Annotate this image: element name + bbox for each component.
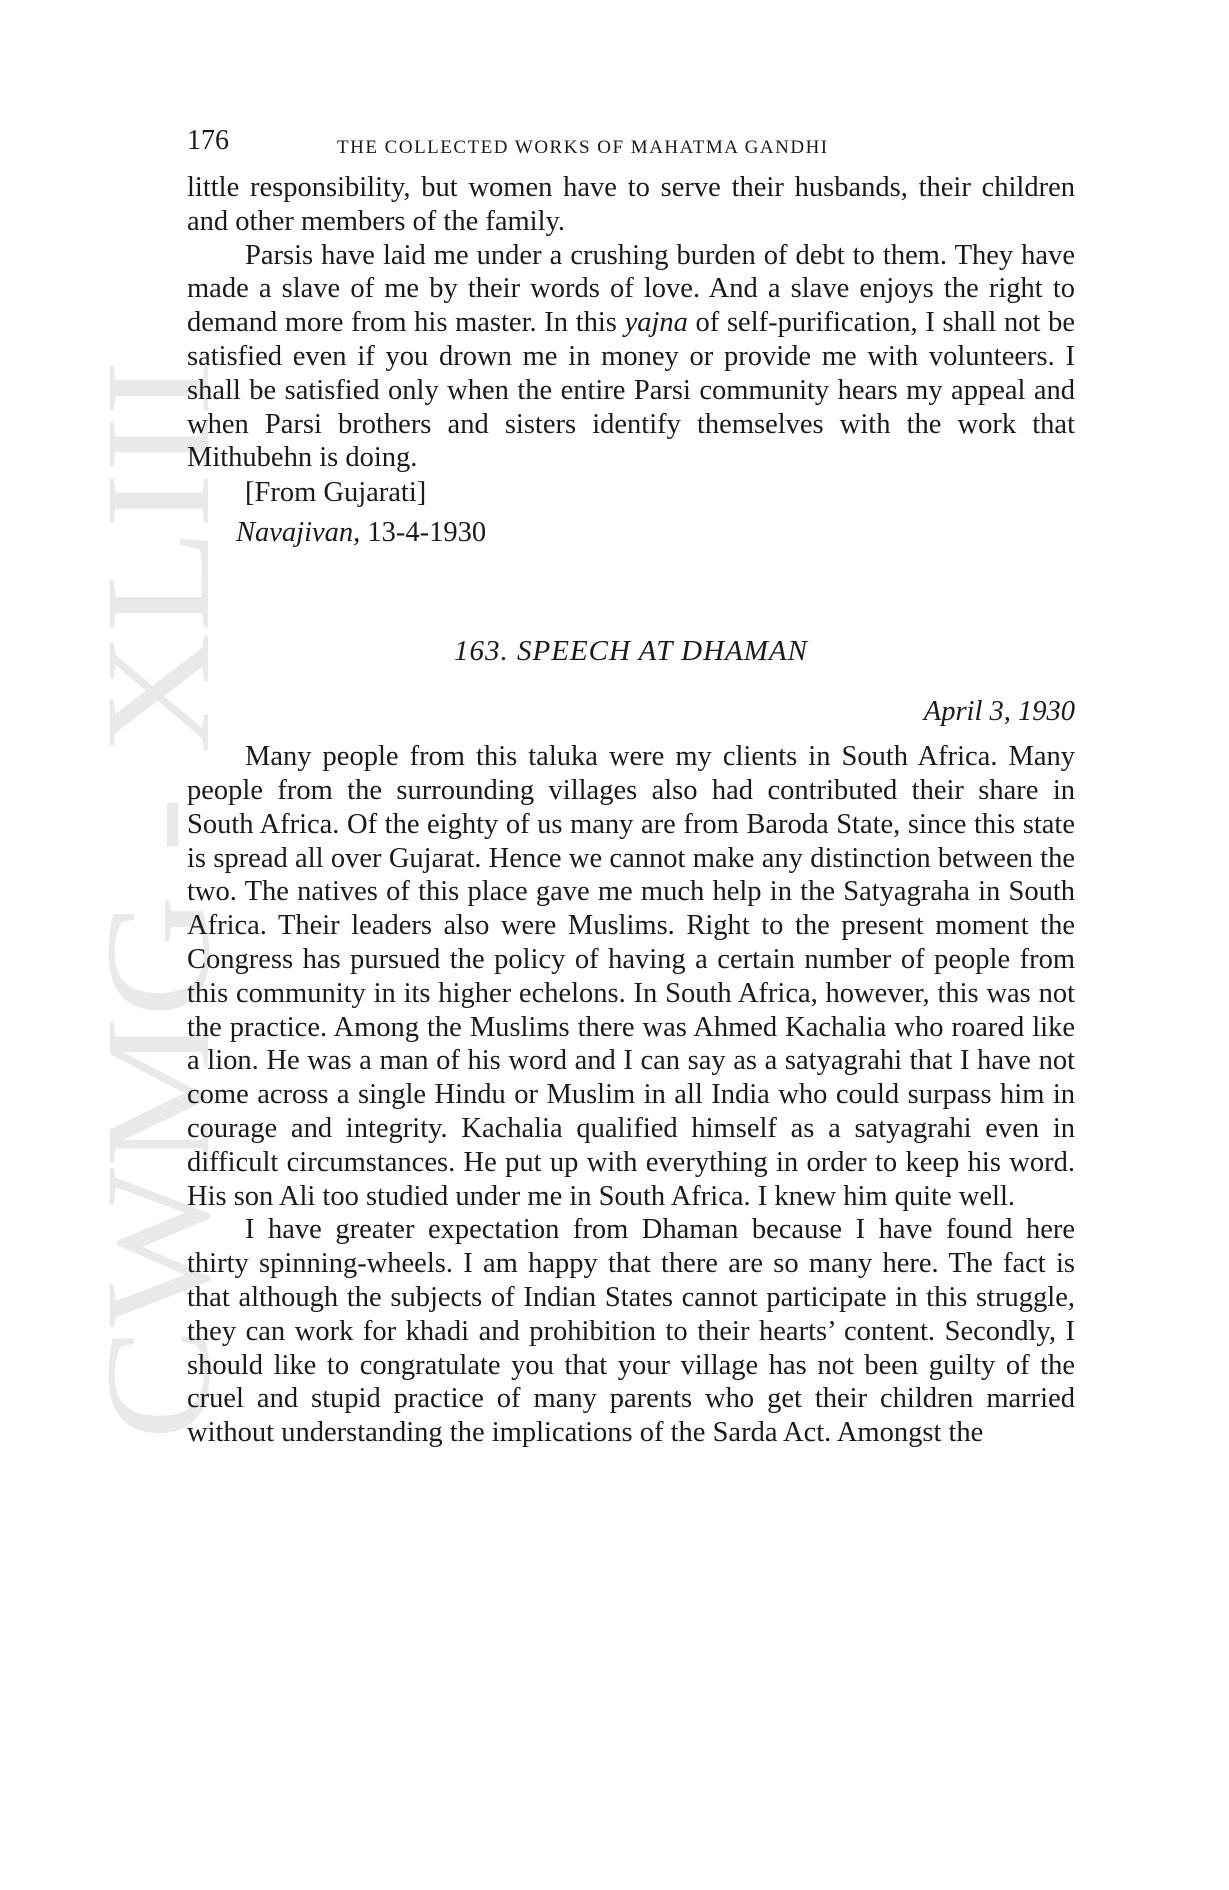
paragraph-parsis <box>187 239 1075 476</box>
citation-journal: Navajivan, <box>236 517 361 549</box>
running-header <box>187 125 1075 171</box>
page-number: 176 <box>187 125 229 156</box>
speech-paragraph-1: Many people from this taluka were my clients in South Africa. Many people from the surrounding villages also had contributed their share in South Africa. Of the eighty of us many are from Baroda State, since this state is spread all over Gujarat. Hence we cannot make any distinction between the two. The natives of this place gave me much help in the Satyagraha in South Africa. Their leaders also were Muslims. Right to the present moment the Congress has pursued the policy of having a certain number of people from this community in its higher echelons. In South Africa, however, this was not the practice. Among the Muslims there was Ahmed Kachalia who roared like a lion. He was a man of his word and I can say as a satyagrahi that I have not come across a single Hindu or Muslim in all India who could surpass him in courage and integrity. Kachalia qualified himself as a satyagrahi even in difficult circumstances. He put up with everything in order to keep his word. His son Ali too studied under me in South Africa. I knew him quite well. <box>187 741 1075 1212</box>
paragraph-parsis-text: Parsis have laid me under a crushing burden of debt to them. They have made a slave of me by their words of love. And a slave enjoys the right to demand more from his master. In this <box>187 239 1075 339</box>
citation-date: 13-4-1930 <box>360 517 487 549</box>
watermark-text: CWMG - XLIII <box>75 481 241 1440</box>
speech-date: April 3, 1930 <box>923 696 1075 728</box>
source-note: [From Gujarati] <box>245 477 427 509</box>
page-body <box>187 125 1075 1450</box>
citation <box>236 515 1075 551</box>
speech-paragraph-2: I have greater expectation from Dhaman because I have found here thirty spinning-wheels. I am happy that there are so many here. The fact is that although the subjects of Indian States cannot participate in this struggle, they can work for khadi and prohibition to their hearts’ content. Secondly, I should like to congratulate you that your village has not been guilty of the cruel and stupid practice of many parents who get their children married without understanding the implications of the Sarda Act. Amongst the <box>187 1214 1075 1449</box>
italic-term: yajna <box>624 307 688 339</box>
paragraph-continued: little responsibility, but women have to serve their husbands, their children and other members of the family. <box>187 172 1075 237</box>
section-title: 163. SPEECH AT DHAMAN <box>454 635 808 668</box>
running-title: THE COLLECTED WORKS OF MAHATMA GANDHI <box>337 137 829 158</box>
paragraph-parsis-rest: of self-purification, I shall not be satisfied even if you drown me in money or provide me with volunteers. I shall be satisfied only when the entire Parsi community hears my appeal and when Parsi brothers and sisters identify themselves with the work that Mithubehn is doing. <box>187 307 1075 474</box>
